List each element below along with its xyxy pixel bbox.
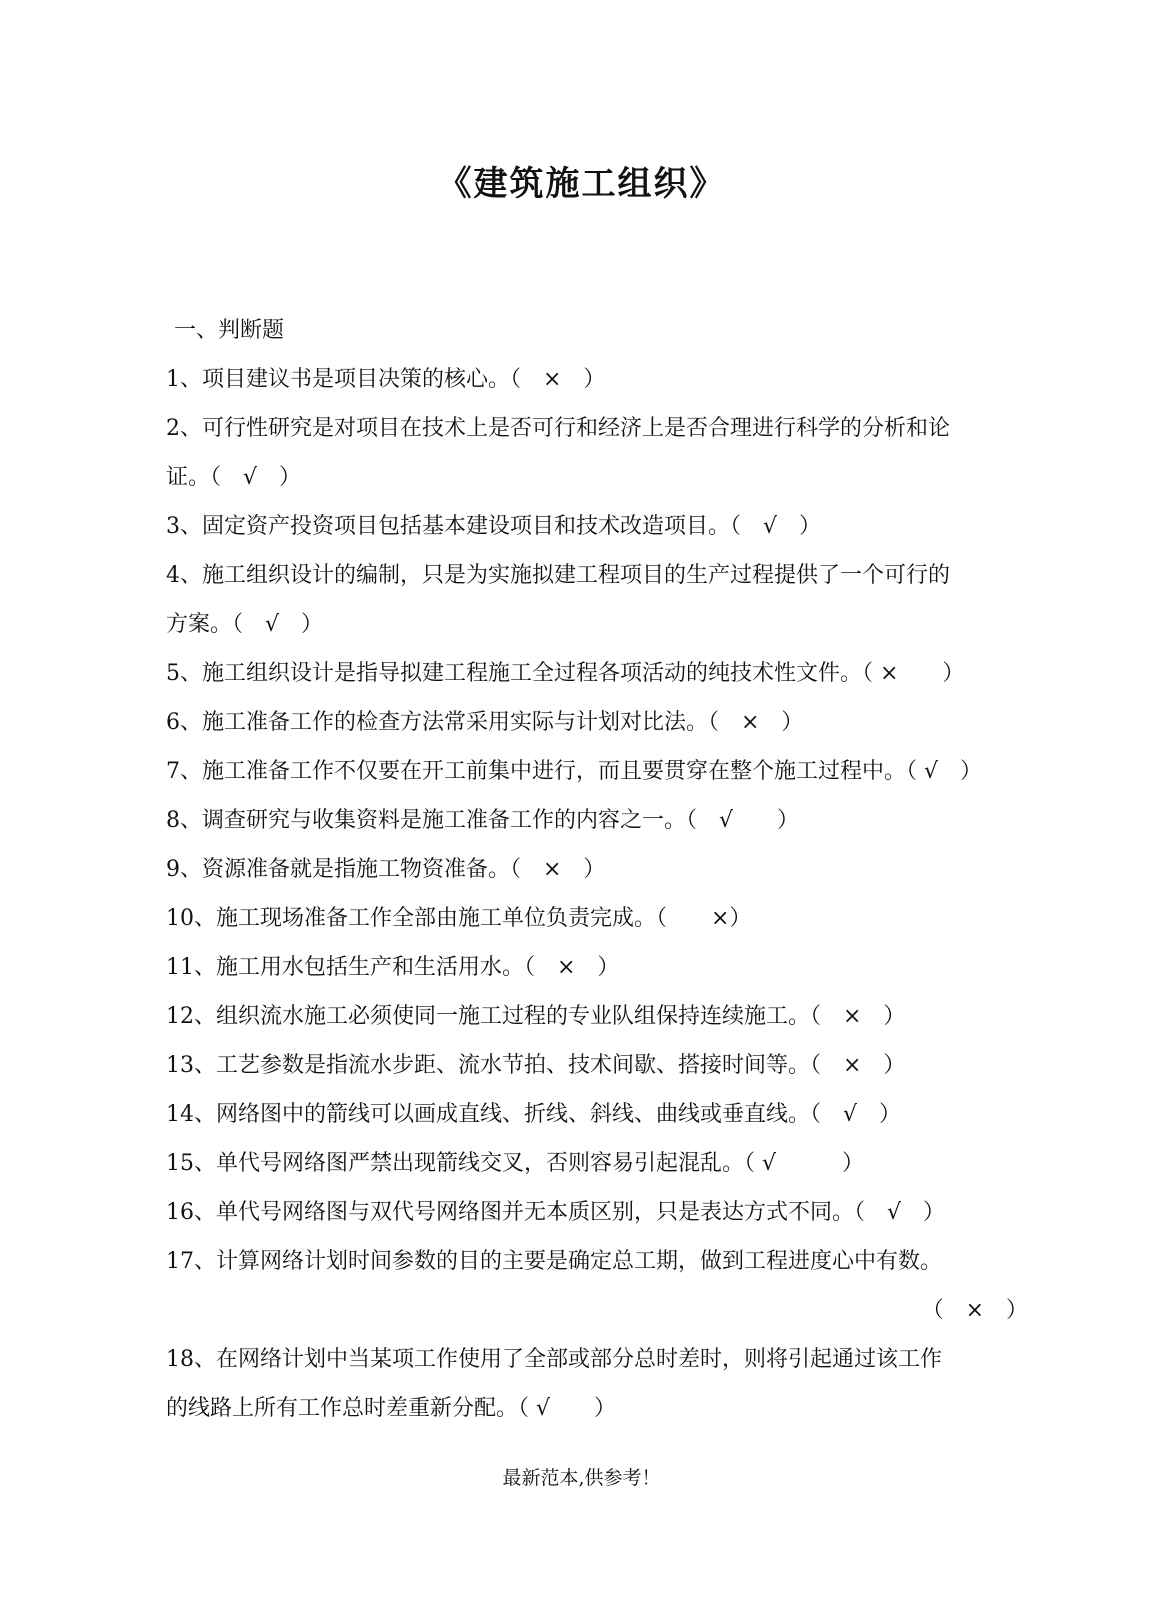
question-18: 18、在网络计划中当某项工作使用了全部或部分总时差时，则将引起通过该工作: [166, 1347, 942, 1372]
question-4: 4、施工组织设计的编制，只是为实施拟建工程项目的生产过程提供了一个可行的: [166, 563, 950, 588]
question-18-continued: 的线路上所有工作总时差重新分配。（ √ ）: [166, 1396, 617, 1421]
question-5: 5、施工组织设计是指导拟建工程施工全过程各项活动的纯技术性文件。（ × ）: [166, 661, 965, 686]
section-heading: 一、判断题: [174, 318, 285, 343]
question-14: 14、网络图中的箭线可以画成直线、折线、斜线、曲线或垂直线。（ √ ）: [166, 1102, 902, 1127]
question-11: 11、施工用水包括生产和生活用水。（ × ）: [166, 955, 620, 980]
question-4-continued: 方案。（ √ ）: [166, 612, 324, 637]
question-10: 10、施工现场准备工作全部由施工单位负责完成。（ ×）: [166, 906, 752, 931]
question-9: 9、资源准备就是指施工物资准备。（ × ）: [166, 857, 606, 882]
question-8: 8、调查研究与收集资料是施工准备工作的内容之一。（ √ ）: [166, 808, 800, 833]
question-1: 1、项目建议书是项目决策的核心。（ × ）: [166, 367, 606, 392]
question-12: 12、组织流水施工必须使同一施工过程的专业队组保持连续施工。（ × ）: [166, 1004, 906, 1029]
question-16: 16、单代号网络图与双代号网络图并无本质区别，只是表达方式不同。（ √ ）: [166, 1200, 946, 1225]
question-15: 15、单代号网络图严禁出现箭线交叉，否则容易引起混乱。（ √ ）: [166, 1151, 865, 1176]
question-17: 17、计算网络计划时间参数的目的主要是确定总工期，做到工程进度心中有数。: [166, 1249, 942, 1274]
question-7: 7、施工准备工作不仅要在开工前集中进行，而且要贯穿在整个施工过程中。（ √ ）: [166, 759, 983, 784]
question-2: 2、可行性研究是对项目在技术上是否可行和经济上是否合理进行科学的分析和论: [166, 416, 950, 441]
document-body: [166, 306, 1046, 1433]
question-2-continued: 证。（ √ ）: [166, 465, 302, 490]
question-17-answer: （ × ）: [921, 1298, 1028, 1323]
question-13: 13、工艺参数是指流水步距、流水节拍、技术间歇、搭接时间等。（ × ）: [166, 1053, 906, 1078]
question-3: 3、固定资产投资项目包括基本建设项目和技术改造项目。（ √ ）: [166, 514, 822, 539]
document-title: 《建筑施工组织》: [437, 164, 726, 204]
question-6: 6、施工准备工作的检查方法常采用实际与计划对比法。（ × ）: [166, 710, 804, 735]
page-footer: 最新范本,供参考！: [502, 1467, 661, 1489]
